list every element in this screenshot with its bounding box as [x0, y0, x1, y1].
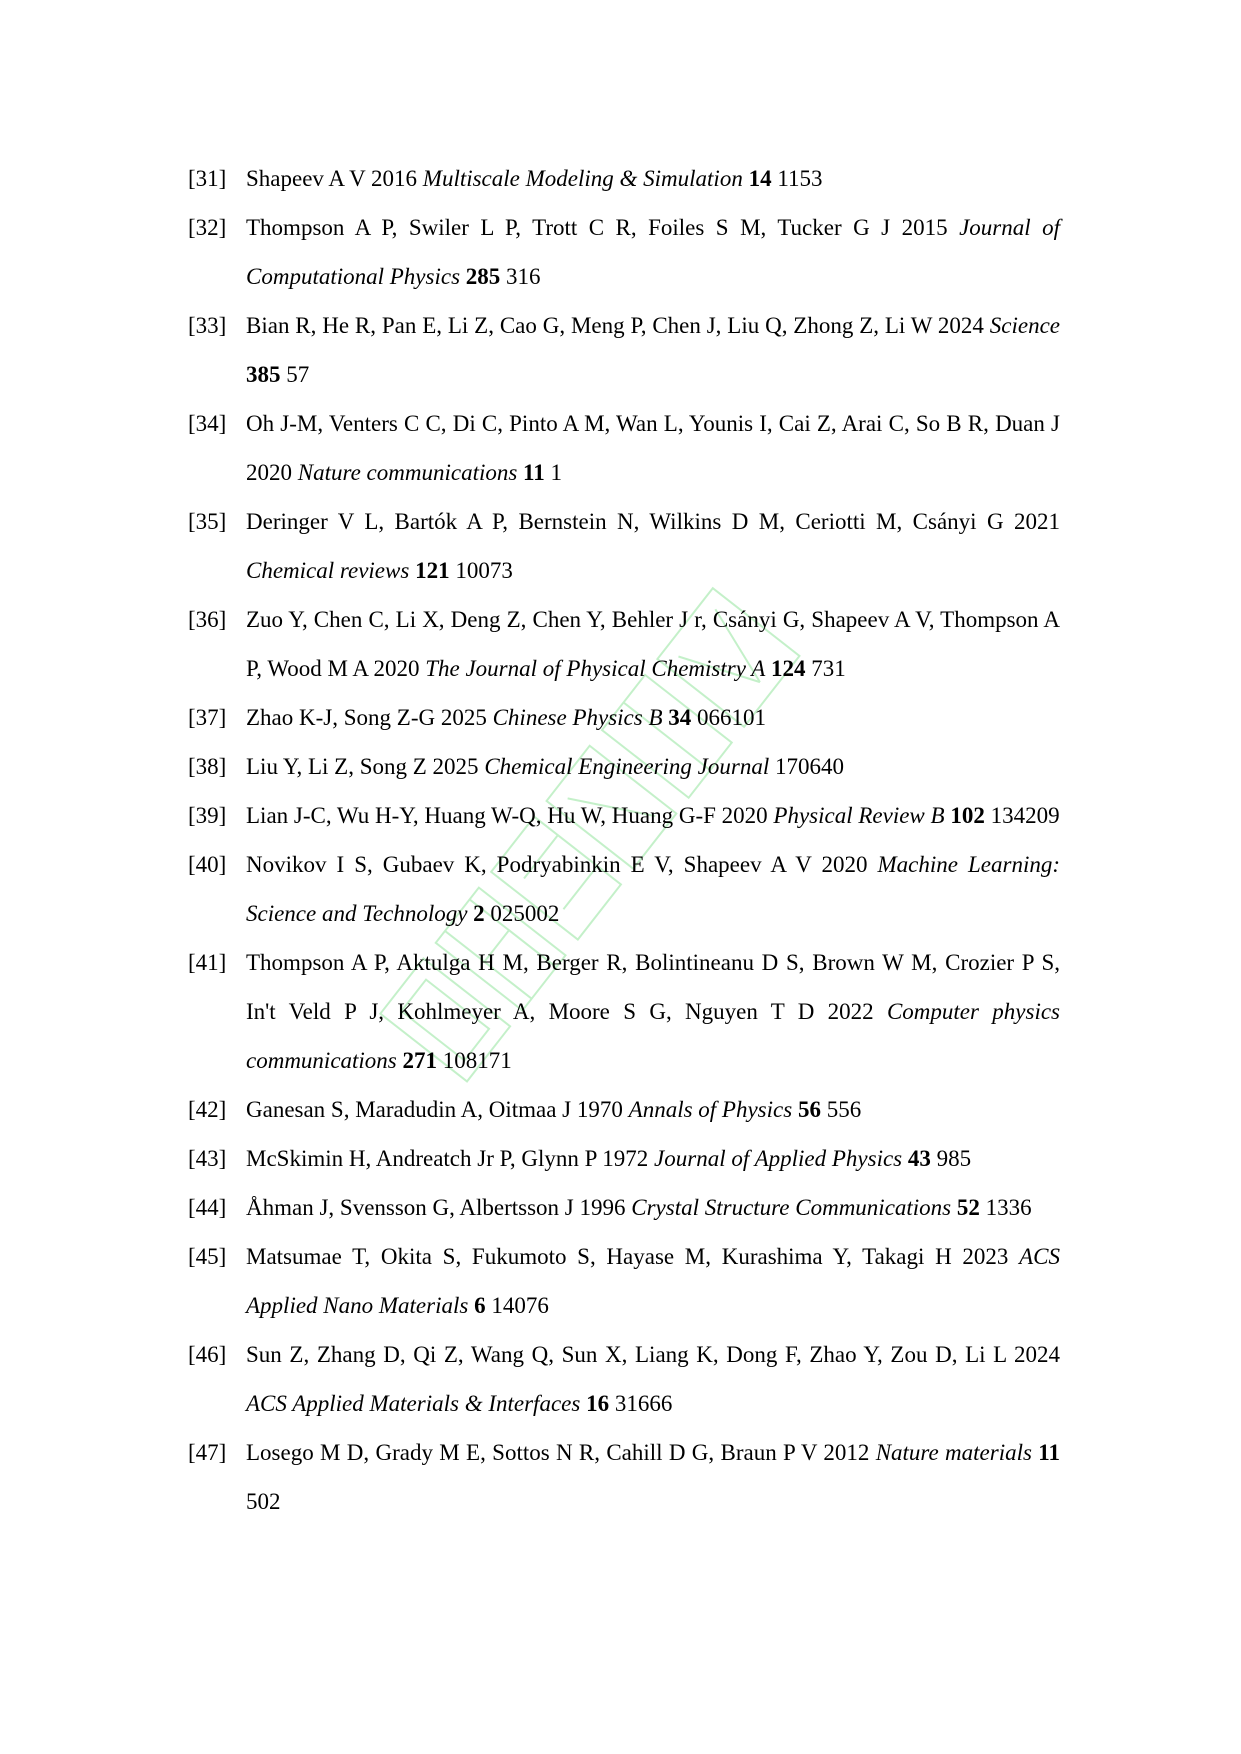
reference-text: [246, 1134, 1060, 1183]
reference-authors: McSkimin H, Andreatch Jr P, Glynn P 1972: [246, 1146, 649, 1171]
reference-authors: Åhman J, Svensson G, Albertsson J 1996: [246, 1195, 626, 1220]
reference-authors: Shapeev A V 2016: [246, 166, 418, 191]
reference-text: [246, 1330, 1060, 1428]
reference-number: [38]: [188, 754, 227, 779]
reference-number: [47]: [188, 1440, 227, 1465]
reference-volume: 43: [907, 1146, 931, 1171]
reference-authors: Bian R, He R, Pan E, Li Z, Cao G, Meng P, Chen J, Liu Q, Zhong Z, Li W 2024: [246, 313, 984, 338]
reference-authors: Deringer V L, Bartók A P, Bernstein N, Wilkins D M, Ceriotti M, Csányi G 2021: [246, 509, 1060, 534]
reference-volume: 52: [956, 1195, 980, 1220]
reference-authors: Oh J-M, Venters C C, Di C, Pinto A M, Wan L, Younis I, Cai Z, Arai C, So B R, Duan J 2020: [246, 411, 1060, 485]
reference-text: [246, 840, 1060, 938]
reference-pages: 170640: [774, 754, 844, 779]
reference-pages: 1: [550, 460, 563, 485]
reference-list: [188, 154, 1060, 1526]
reference-authors: Losego M D, Grady M E, Sottos N R, Cahill D G, Braun P V 2012: [246, 1440, 870, 1465]
reference-authors: Liu Y, Li Z, Song Z 2025: [246, 754, 479, 779]
reference-journal: Chemical reviews: [246, 558, 410, 583]
reference-journal: Nature materials: [875, 1440, 1032, 1465]
reference-authors: Matsumae T, Okita S, Fukumoto S, Hayase M, Kurashima Y, Takagi H 2023: [246, 1244, 1009, 1269]
reference-authors: Novikov I S, Gubaev K, Podryabinkin E V, Shapeev A V 2020: [246, 852, 868, 877]
reference-item: [188, 693, 1060, 742]
reference-volume: 124: [771, 656, 806, 681]
reference-item: [188, 497, 1060, 595]
reference-journal: Annals of Physics: [628, 1097, 793, 1122]
reference-text: [246, 203, 1060, 301]
reference-item: [188, 1085, 1060, 1134]
reference-item: [188, 399, 1060, 497]
reference-number: [34]: [188, 411, 227, 436]
reference-item: [188, 154, 1060, 203]
reference-volume: 11: [523, 460, 545, 485]
reference-journal: Multiscale Modeling & Simulation: [422, 166, 743, 191]
reference-number: [35]: [188, 509, 227, 534]
reference-pages: 731: [811, 656, 846, 681]
reference-volume: 14: [748, 166, 772, 191]
reference-volume: 385: [246, 362, 281, 387]
reference-pages: 556: [826, 1097, 862, 1122]
reference-journal: Chemical Engineering Journal: [484, 754, 770, 779]
reference-journal: Journal of Computational Physics: [246, 215, 1060, 289]
reference-text: [246, 1232, 1060, 1330]
reference-journal: Physical Review B: [773, 803, 945, 828]
reference-pages: 985: [936, 1146, 972, 1171]
reference-authors: Lian J-C, Wu H-Y, Huang W-Q, Hu W, Huang G-F 2020: [246, 803, 768, 828]
reference-authors: Sun Z, Zhang D, Qi Z, Wang Q, Sun X, Liang K, Dong F, Zhao Y, Zou D, Li L 2024: [246, 1342, 1060, 1367]
reference-item: [188, 1330, 1060, 1428]
reference-authors: Zhao K-J, Song Z-G 2025: [246, 705, 487, 730]
reference-text: [246, 791, 1060, 840]
reference-volume: 11: [1038, 1440, 1061, 1465]
reference-text: [246, 399, 1060, 497]
reference-text: [246, 154, 1060, 203]
reference-text: [246, 1085, 1060, 1134]
reference-pages: 31666: [614, 1391, 673, 1416]
reference-journal: Chinese Physics B: [492, 705, 663, 730]
reference-item: [188, 742, 1060, 791]
reference-item: [188, 301, 1060, 399]
reference-journal: Journal of Applied Physics: [654, 1146, 903, 1171]
reference-text: [246, 1183, 1060, 1232]
reference-text: [246, 301, 1060, 399]
reference-number: [36]: [188, 607, 227, 632]
reference-pages: 502: [246, 1489, 281, 1514]
reference-text: [246, 595, 1060, 693]
reference-item: [188, 840, 1060, 938]
reference-number: [41]: [188, 950, 227, 975]
reference-journal: Science: [989, 313, 1060, 338]
reference-number: [31]: [188, 166, 227, 191]
reference-number: [33]: [188, 313, 227, 338]
reference-text: [246, 938, 1060, 1085]
reference-number: [42]: [188, 1097, 227, 1122]
reference-pages: 134209: [990, 803, 1060, 828]
reference-volume: 121: [415, 558, 450, 583]
reference-volume: 56: [797, 1097, 821, 1122]
reference-volume: 6: [474, 1293, 486, 1318]
reference-item: [188, 938, 1060, 1085]
reference-journal: Machine Learning: Science and Technology: [246, 852, 1060, 926]
reference-volume: 271: [402, 1048, 438, 1073]
reference-volume: 34: [668, 705, 692, 730]
reference-volume: 2: [473, 901, 485, 926]
reference-number: [40]: [188, 852, 227, 877]
reference-pages: 1336: [985, 1195, 1032, 1220]
reference-number: [46]: [188, 1342, 227, 1367]
reference-pages: 14076: [491, 1293, 549, 1318]
reference-pages: 10073: [455, 558, 513, 583]
reference-journal: ACS Applied Nano Materials: [246, 1244, 1061, 1318]
reference-volume: 16: [586, 1391, 610, 1416]
reference-journal: The Journal of Physical Chemistry A: [425, 656, 766, 681]
reference-authors: Ganesan S, Maradudin A, Oitmaa J 1970: [246, 1097, 623, 1122]
reference-number: [45]: [188, 1244, 227, 1269]
reference-text: [246, 742, 1060, 791]
reference-authors: Thompson A P, Swiler L P, Trott C R, Foiles S M, Tucker G J 2015: [246, 215, 948, 240]
reference-number: [44]: [188, 1195, 227, 1220]
reference-pages: 316: [506, 264, 541, 289]
reference-journal: ACS Applied Materials & Interfaces: [246, 1391, 581, 1416]
reference-pages: 57: [286, 362, 310, 387]
reference-pages: 066101: [697, 705, 766, 730]
reference-item: [188, 1134, 1060, 1183]
reference-number: [39]: [188, 803, 227, 828]
reference-item: [188, 1183, 1060, 1232]
reference-item: [188, 1232, 1060, 1330]
reference-volume: 285: [465, 264, 501, 289]
reference-item: [188, 595, 1060, 693]
reference-item: [188, 791, 1060, 840]
reference-pages: 1153: [777, 166, 823, 191]
reference-pages: 108171: [442, 1048, 512, 1073]
reference-text: [246, 1428, 1060, 1526]
reference-authors: Zuo Y, Chen C, Li X, Deng Z, Chen Y, Behler J r, Csányi G, Shapeev A V, Thompson A P, Wood M A 2020: [246, 607, 1060, 681]
reference-item: [188, 1428, 1060, 1526]
reference-volume: 102: [950, 803, 985, 828]
reference-number: [32]: [188, 215, 227, 240]
reference-item: [188, 203, 1060, 301]
reference-number: [43]: [188, 1146, 227, 1171]
reference-pages: 025002: [490, 901, 560, 926]
reference-text: [246, 693, 1060, 742]
reference-journal: Nature communications: [297, 460, 518, 485]
reference-authors: Thompson A P, Aktulga H M, Berger R, Bolintineanu D S, Brown W M, Crozier P S, In't Veld P J, Kohlmeyer A, Moore S G, Nguyen T D 2022: [246, 950, 1060, 1024]
reference-journal: Crystal Structure Communications: [631, 1195, 952, 1220]
reference-journal: Computer physics communications: [246, 999, 1061, 1073]
reference-number: [37]: [188, 705, 227, 730]
reference-text: [246, 497, 1060, 595]
